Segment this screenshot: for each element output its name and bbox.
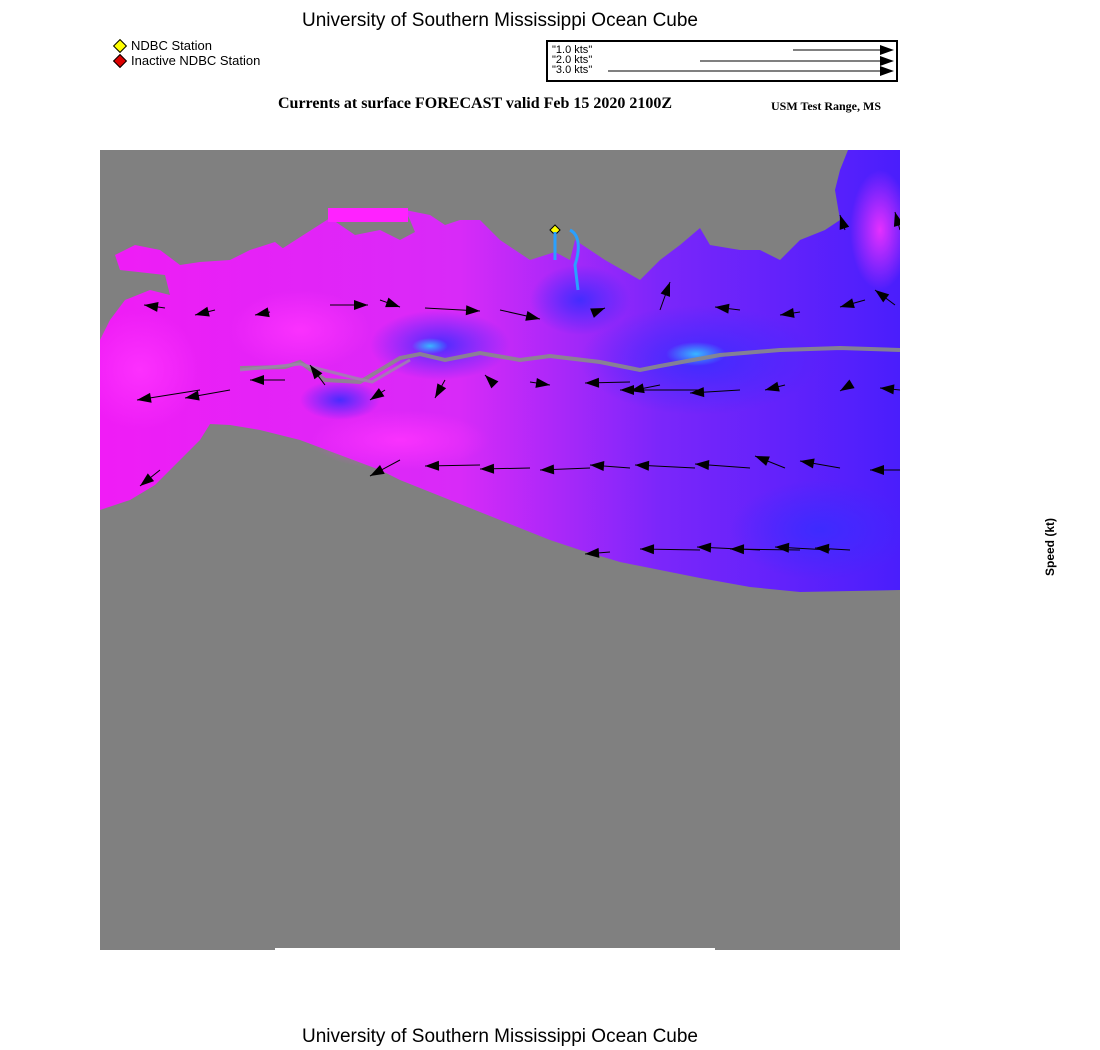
speed-blob-cyan-2	[412, 338, 448, 354]
vector-scale-box	[546, 40, 898, 82]
island-patch	[328, 208, 408, 222]
colorbar-label: Speed (kt)	[1043, 518, 1057, 577]
scale-arrow-1	[793, 45, 894, 55]
scale-arrow-2	[700, 56, 894, 66]
region-label: USM Test Range, MS	[771, 99, 882, 113]
legend-item-inactive-ndbc-station	[113, 53, 260, 68]
speed-blob-pink-3	[310, 410, 490, 470]
footer-title: University of Southern Mississippi Ocean Cube	[301, 1026, 698, 1047]
current-map[interactable]	[100, 150, 900, 950]
forecast-subtitle: Currents at surface FORECAST valid Feb 15 2020 2100Z	[278, 95, 673, 112]
speed-blob-blue-4	[530, 265, 630, 335]
scale-label-1: "1.0 kts"	[552, 44, 593, 56]
map-title: University of Southern Mississippi Ocean Cube	[301, 10, 698, 31]
legend-label: NDBC Station	[131, 38, 212, 53]
speed-blob-pink-2	[230, 290, 370, 370]
legend-item-ndbc-station	[113, 38, 212, 53]
map-bottom-strip	[275, 948, 715, 950]
scale-arrow-3	[608, 66, 894, 76]
scale-label-3: "3.0 kts"	[552, 64, 593, 76]
legend-label: Inactive NDBC Station	[131, 53, 261, 68]
scale-arrows	[548, 42, 896, 80]
diamond-icon	[113, 53, 127, 67]
diamond-icon	[113, 38, 127, 52]
scale-label-2: "2.0 kts"	[552, 54, 593, 66]
